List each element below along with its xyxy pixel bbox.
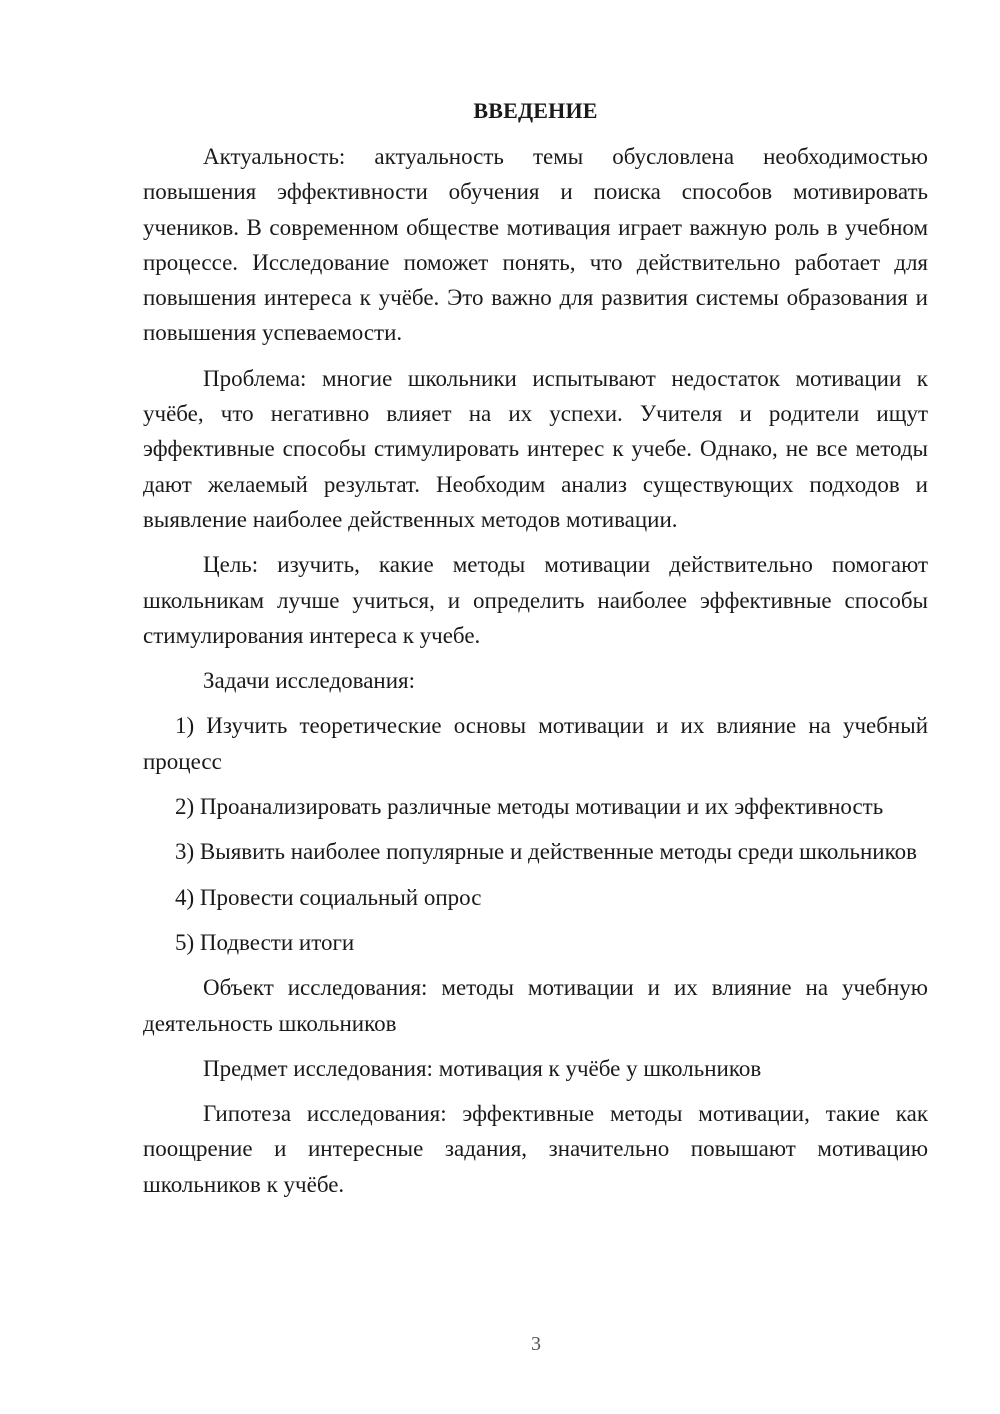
task-item: 1) Изучить теоретические основы мотивации и их влияние на учебный процесс — [143, 713, 928, 774]
problem-paragraph: Проблема: многие школьники испытывают недостаток мотивации к учёбе, что негативно влияет на их успехи. Учителя и родители ищут эффективные способы стимулировать интерес к учебе. Однако, не все методы дают желаемый результат. Необходим анализ существующих подходов и выявление наиболее действенных методов мотивации. — [143, 365, 928, 532]
object-paragraph: Объект исследования: методы мотивации и их влияние на учебную деятельность школьников — [143, 975, 928, 1036]
page-content — [143, 95, 928, 1212]
tasks-title: Задачи исследования: — [203, 668, 416, 694]
task-item: 3) Выявить наиболее популярные и действенные методы среди школьников — [175, 839, 917, 865]
page-title: ВВЕДЕНИЕ — [473, 98, 598, 123]
task-item: 5) Подвести итоги — [175, 929, 355, 955]
task-item: 2) Проанализировать различные методы мотивации и их эффективность — [175, 794, 884, 820]
subject-paragraph: Предмет исследования: мотивация к учёбе у школьников — [203, 1055, 762, 1081]
page-number: 3 — [531, 1333, 541, 1355]
relevance-paragraph: Актуальность: актуальность темы обусловлена необходимостью повышения эффективности обучения и поиска способов мотивировать учеников. В современном обществе мотивация играет важную роль в учебном процессе. Исследование поможет понять, что действительно работает для повышения интереса к учёбе. Это важно для развития системы образования и повышения успеваемости. — [143, 144, 928, 346]
task-item: 4) Провести социальный опрос — [175, 884, 482, 910]
hypothesis-paragraph: Гипотеза исследования: эффективные методы мотивации, такие как поощрение и интересные задания, значительно повышают мотивацию школьников к учёбе. — [143, 1101, 928, 1197]
goal-paragraph: Цель: изучить, какие методы мотивации действительно помогают школьникам лучше учиться, и определить наиболее эффективные способы стимулирования интереса к учебе. — [143, 552, 928, 648]
